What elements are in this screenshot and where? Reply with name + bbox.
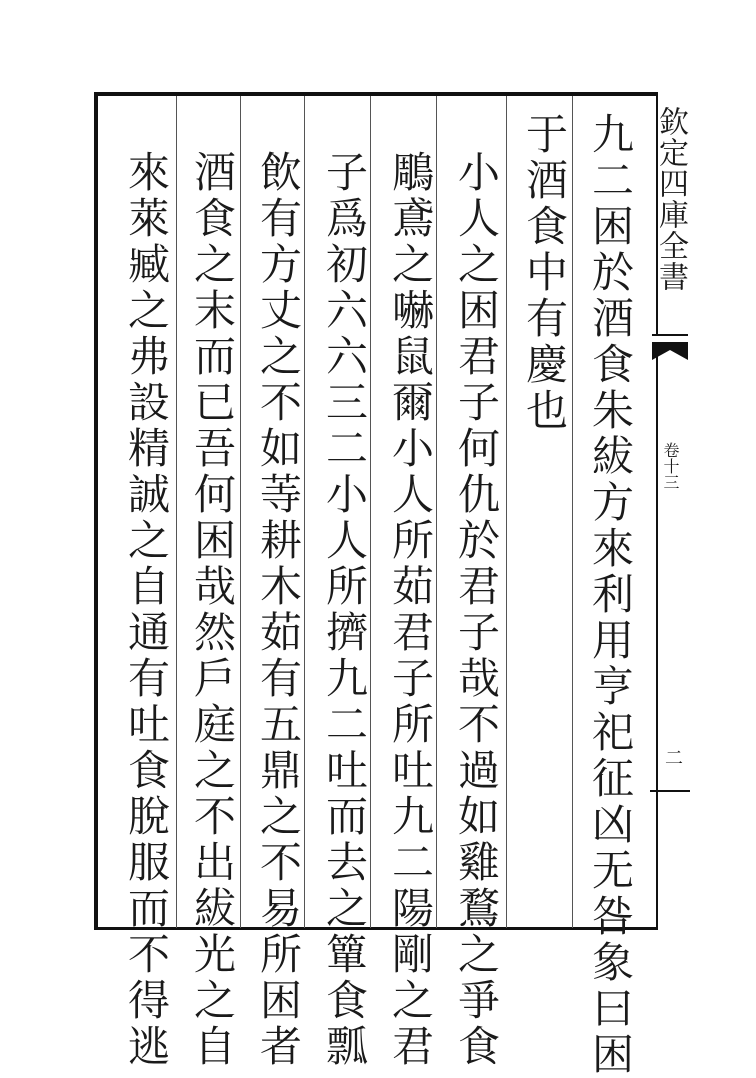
- volume-label: 卷十三: [661, 442, 680, 490]
- text-column-4: 鵰鳶之嚇鼠爾小人所茹君子所吐九二陽剛之君: [386, 150, 435, 1070]
- text-column-6: 飲有方丈之不如䓁耕木茹有五鼎之不易所困者: [254, 150, 303, 1070]
- fold-mark: [650, 790, 690, 792]
- text-column-5: 子爲初六六三二小人所擠九二吐而去之簞食瓢: [320, 150, 369, 1070]
- column-divider: [506, 96, 507, 928]
- column-divider: [436, 96, 437, 928]
- book-title: 欽定四庫全書: [653, 106, 688, 292]
- text-column-1: 九二困於酒食朱紱方來利用亨祀征凶无咎象曰困: [586, 112, 635, 1078]
- text-column-7: 酒食之末而已吾何困哉然戶庭之不出紱光之自: [188, 150, 237, 1070]
- text-column-8: 來萊臧之弗設精誠之自通有吐食脫服而不得逃: [122, 150, 171, 1070]
- fishtail-mark-icon: [648, 330, 692, 370]
- column-divider: [240, 96, 241, 928]
- column-divider: [304, 96, 305, 928]
- column-divider: [176, 96, 177, 928]
- text-column-2: 于酒食中有慶也: [520, 112, 569, 434]
- column-divider: [572, 96, 573, 928]
- text-column-3: 小人之困君子何仇於君子哉不過如雞鶩之爭食: [452, 150, 501, 1070]
- page-number: 二: [662, 748, 683, 766]
- column-divider: [370, 96, 371, 928]
